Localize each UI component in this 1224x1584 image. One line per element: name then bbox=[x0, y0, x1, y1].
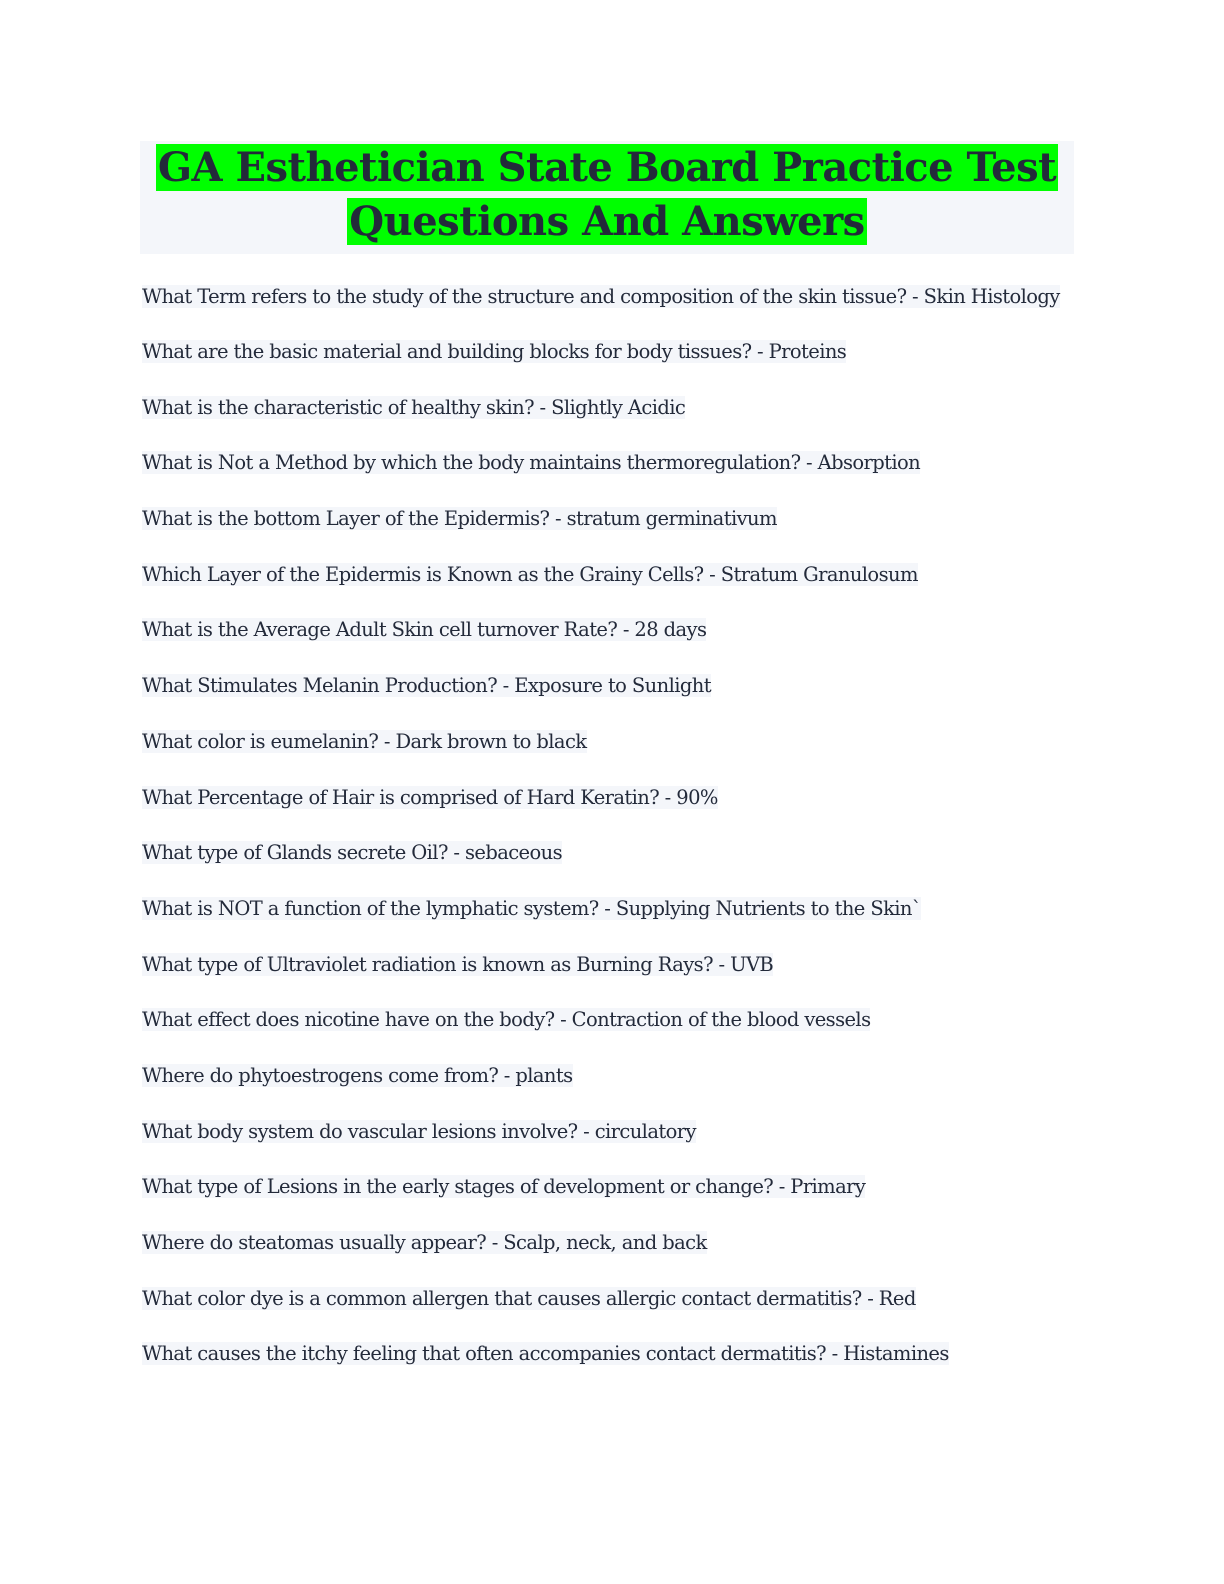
qa-item: Where do phytoestrogens come from? - plants bbox=[142, 1063, 573, 1087]
qa-item: Where do steatomas usually appear? - Scalp, neck, and back bbox=[142, 1231, 707, 1254]
qa-item: What type of Ultraviolet radiation is known as Burning Rays? - UVB bbox=[142, 952, 774, 976]
qa-item: What body system do vascular lesions involve? - circulatory bbox=[142, 1119, 696, 1143]
document-title bbox=[140, 141, 1074, 254]
qa-item: What type of Glands secrete Oil? - sebaceous bbox=[142, 841, 563, 865]
qa-item: Which Layer of the Epidermis is Known as the Grainy Cells? - Stratum Granulosum bbox=[142, 562, 918, 586]
qa-item: What is the characteristic of healthy skin? - Slightly Acidic bbox=[142, 395, 686, 419]
qa-item: What effect does nicotine have on the body? - Contraction of the blood vessels bbox=[142, 1008, 871, 1032]
qa-item: What Term refers to the study of the structure and composition of the skin tissue? - Skin Histology bbox=[142, 285, 1060, 308]
title-line-1: GA Esthetician State Board Practice Test bbox=[157, 144, 1057, 191]
qa-item: What Percentage of Hair is comprised of Hard Keratin? - 90% bbox=[142, 785, 718, 809]
title-line-2: Questions And Answers bbox=[349, 198, 865, 245]
qa-item: What are the basic material and building blocks for body tissues? - Proteins bbox=[142, 340, 847, 363]
qa-item: What is NOT a function of the lymphatic system? - Supplying Nutrients to the Skin` bbox=[142, 896, 922, 920]
qa-item: What is the Average Adult Skin cell turnover Rate? - 28 days bbox=[142, 618, 707, 642]
qa-item: What Stimulates Melanin Production? - Exposure to Sunlight bbox=[142, 674, 711, 698]
qa-item: What is the bottom Layer of the Epidermis? - stratum germinativum bbox=[142, 507, 777, 531]
question-answer-list bbox=[142, 282, 1062, 1395]
qa-item: What is Not a Method by which the body maintains thermoregulation? - Absorption bbox=[142, 451, 921, 475]
qa-item: What color dye is a common allergen that causes allergic contact dermatitis? - Red bbox=[142, 1286, 916, 1310]
qa-item: What color is eumelanin? - Dark brown to black bbox=[142, 729, 587, 753]
qa-item: What type of Lesions in the early stages of development or change? - Primary bbox=[142, 1175, 866, 1199]
qa-item: What causes the itchy feeling that often accompanies contact dermatitis? - Histamines bbox=[142, 1342, 949, 1366]
